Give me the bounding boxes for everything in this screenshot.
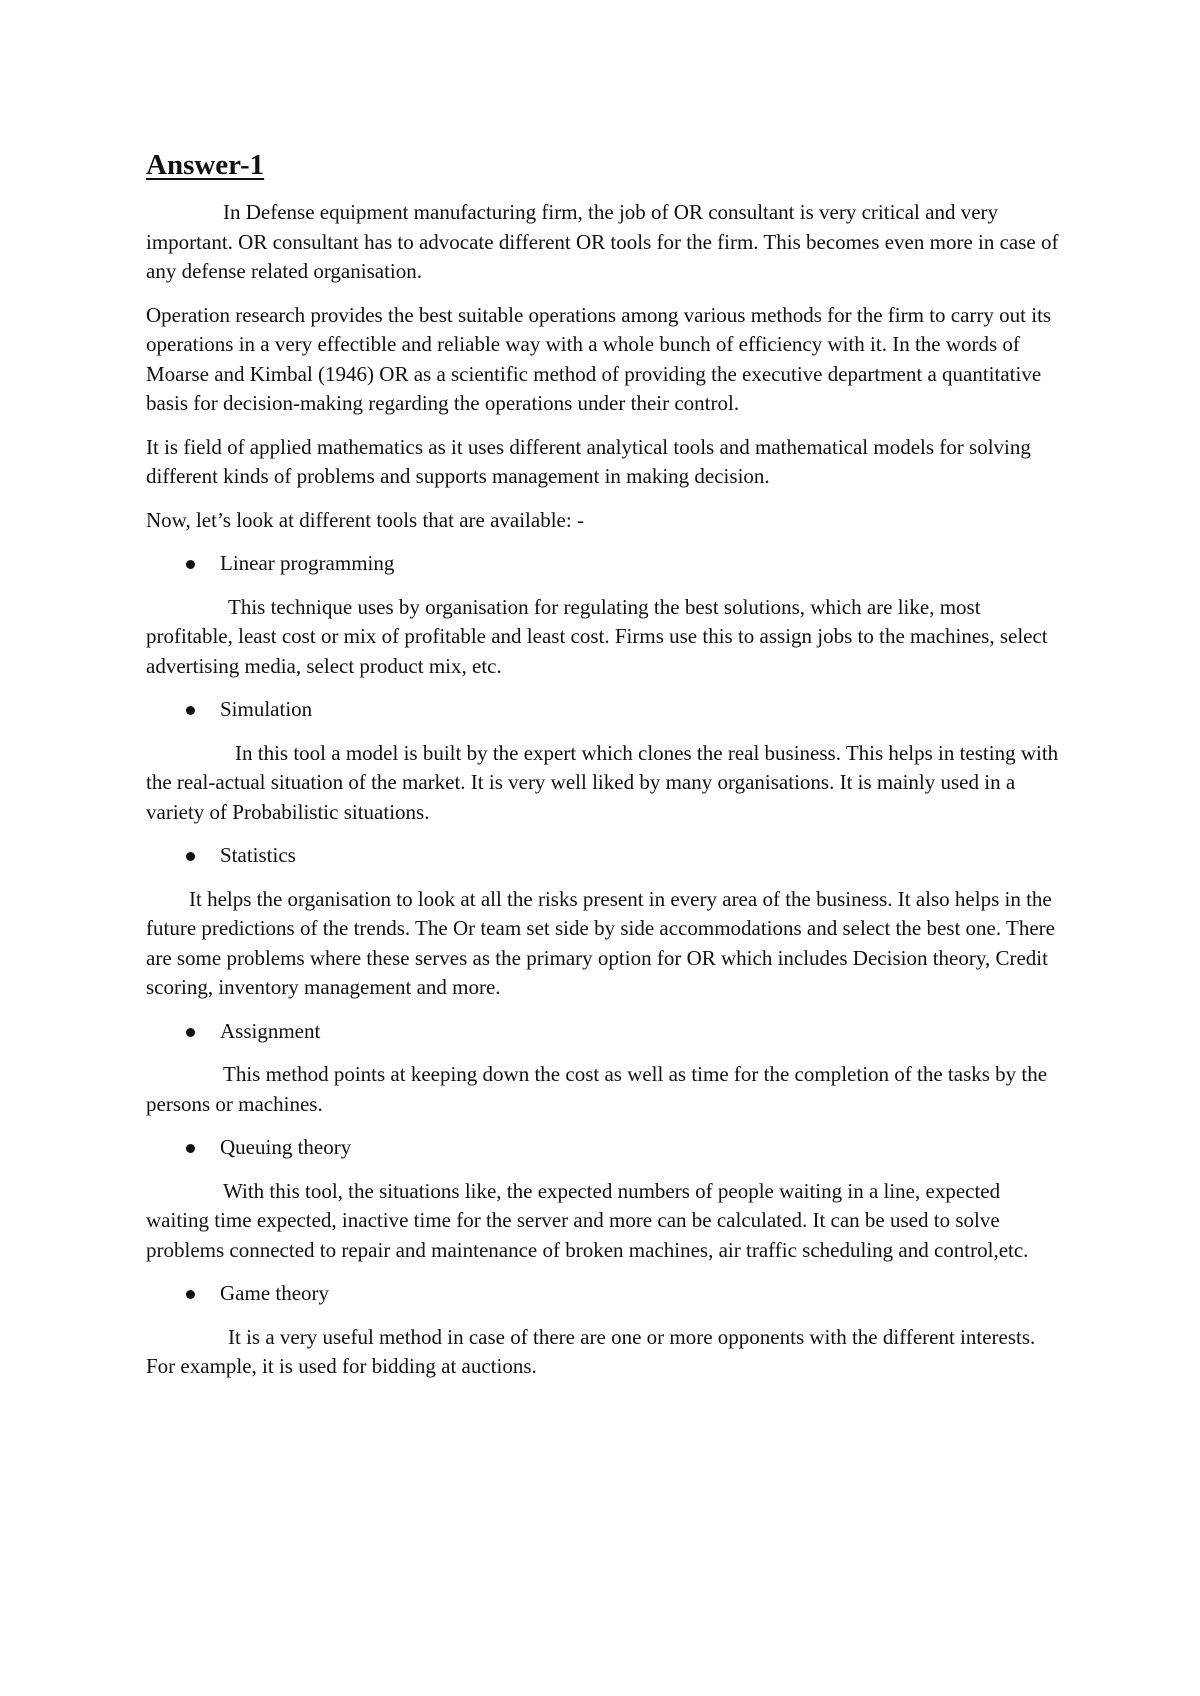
intro-paragraph: In Defense equipment manufacturing firm, the job of OR consultant is very critical and very important. OR consultant has to advocate different OR tools for the firm. This becomes even more in case of any defense related organisation. <box>146 200 1059 283</box>
tool-bullet-queuing-theory <box>146 1133 1066 1163</box>
tool-name: Linear programming <box>220 551 395 575</box>
tool-description: It helps the organisation to look at all the risks present in every area of the business. It also helps in the future predictions of the trends. The Or team set side by side accommodations and select the best one. There are some problems where these serves as the primary option for OR which includes Decision theory, Credit scoring, inventory management and more. <box>146 886 1055 999</box>
bullet-icon <box>186 706 195 715</box>
operation-research-paragraph: Operation research provides the best suitable operations among various methods for the firm to carry out its operations in a very effectible and reliable way with a whole bunch of efficiency with it. In the words of Moarse and Kimbal (1946) OR as a scientific method of providing the executive department a quantitative basis for decision-making regarding the operations under their control. <box>146 302 1052 415</box>
tools-intro-paragraph: Now, let’s look at different tools that are available: - <box>146 507 584 532</box>
tool-description: This method points at keeping down the cost as well as time for the completion of the tasks by the persons or machines. <box>146 1062 1048 1116</box>
document-body <box>146 148 1066 1396</box>
tool-name: Queuing theory <box>220 1135 352 1159</box>
bullet-icon <box>186 1290 195 1299</box>
tool-name: Statistics <box>220 843 296 867</box>
bullet-icon <box>186 1144 195 1153</box>
tool-description: With this tool, the situations like, the expected numbers of people waiting in a line, expected waiting time expected, inactive time for the server and more can be calculated. It can be used to solve problems connected to repair and maintenance of broken machines, air traffic scheduling and control,etc. <box>146 1178 1029 1262</box>
answer-heading: Answer-1 <box>146 149 265 181</box>
tool-description: In this tool a model is built by the expert which clones the real business. This helps in testing with the real-actual situation of the market. It is very well liked by many organisations. It is mainly used in a variety of Probabilistic situations. <box>146 740 1059 824</box>
tool-description: It is a very useful method in case of there are one or more opponents with the different interests. For example, it is used for bidding at auctions. <box>146 1324 1036 1378</box>
bullet-icon <box>186 1028 195 1037</box>
bullet-icon <box>186 560 195 569</box>
tool-bullet-game-theory <box>146 1279 1066 1309</box>
tool-bullet-linear-programming <box>146 549 1066 579</box>
bullet-icon <box>186 852 195 861</box>
tool-bullet-assignment <box>146 1017 1066 1047</box>
tool-description: This technique uses by organisation for regulating the best solutions, which are like, most profitable, least cost or mix of profitable and least cost. Firms use this to assign jobs to the machines, select advertising media, select product mix, etc. <box>146 594 1048 678</box>
tool-name: Game theory <box>220 1281 330 1305</box>
tool-bullet-simulation <box>146 695 1066 725</box>
tool-name: Assignment <box>220 1018 321 1043</box>
applied-math-paragraph: It is field of applied mathematics as it uses different analytical tools and mathematical models for solving different kinds of problems and supports management in making decision. <box>146 434 1031 488</box>
tool-bullet-statistics <box>146 841 1066 871</box>
tool-name: Simulation <box>220 697 313 721</box>
